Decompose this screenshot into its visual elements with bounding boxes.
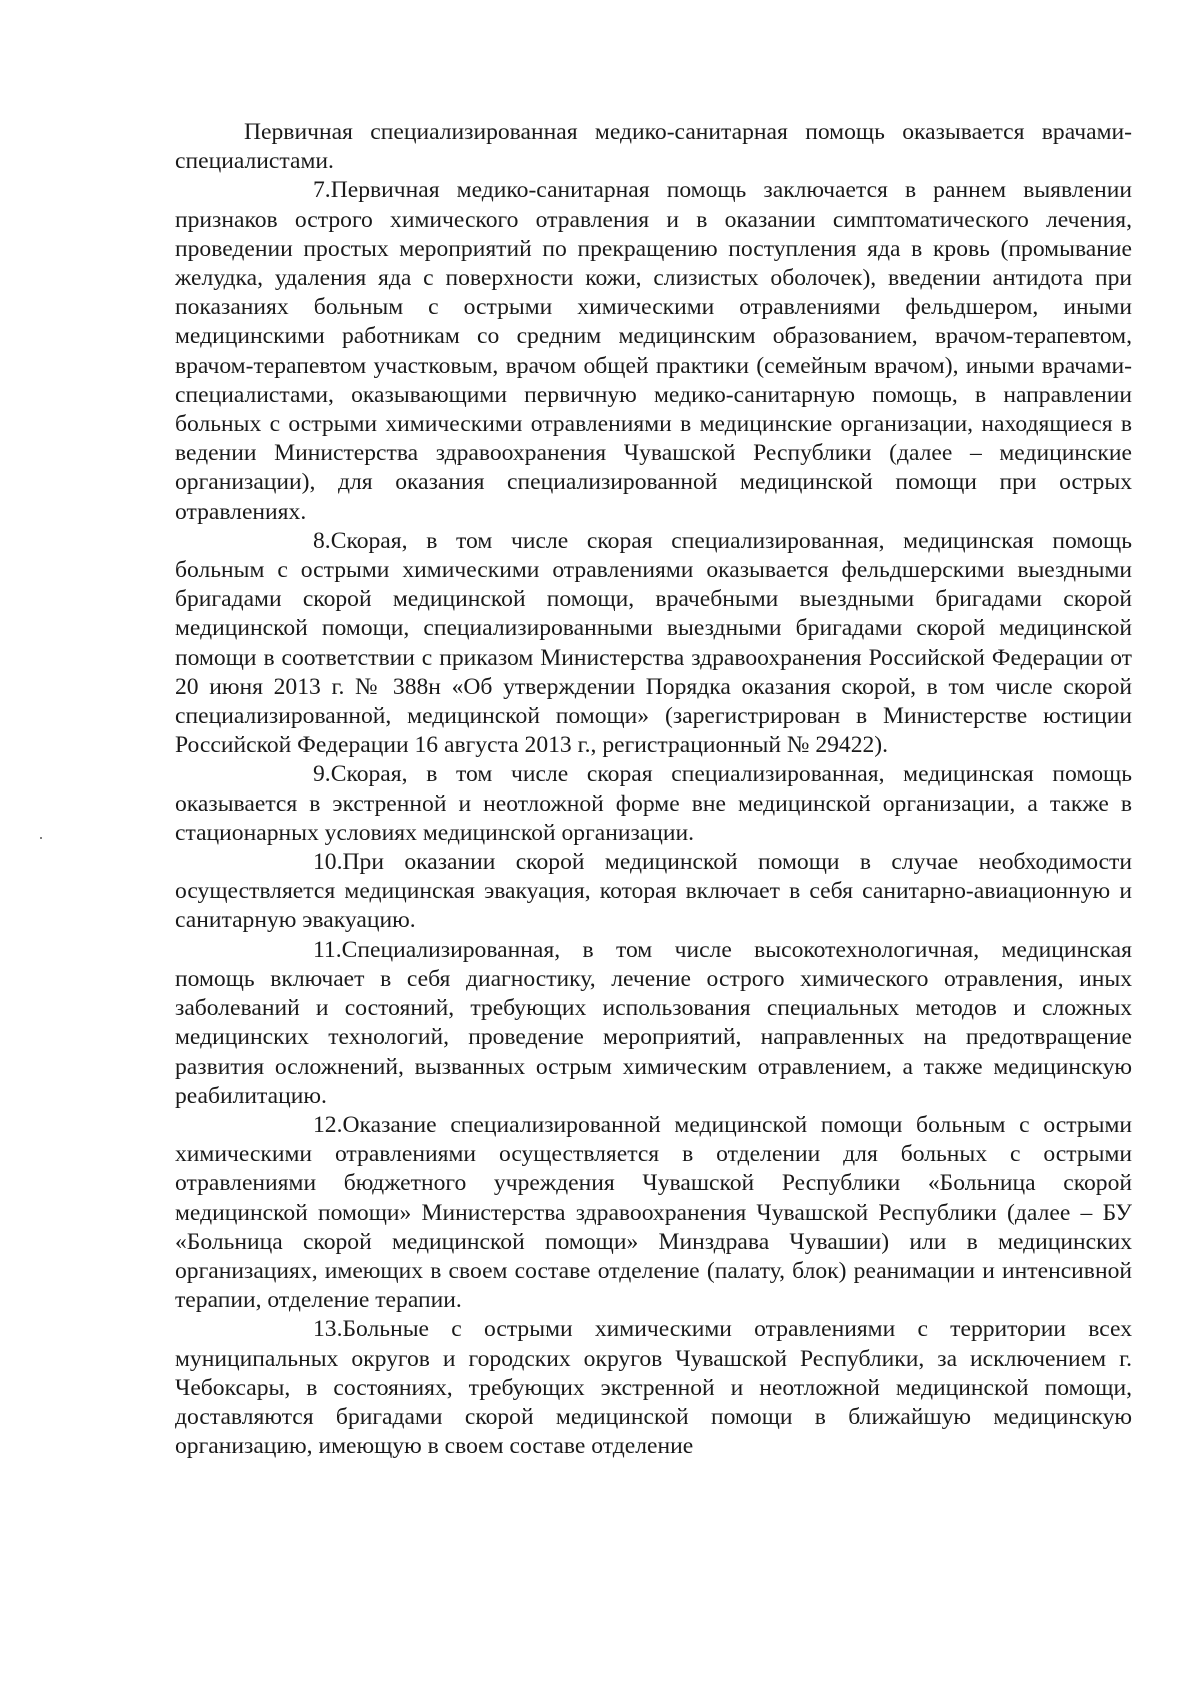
scan-speck (40, 837, 42, 839)
paragraph-number: 13. (313, 1316, 343, 1343)
paragraph-number: 12. (313, 1111, 343, 1138)
paragraph-number: 7. (313, 177, 331, 204)
paragraph-number: 11. (313, 936, 342, 963)
paragraph-13 (175, 1315, 1132, 1461)
paragraph-text: Первичная медико-санитарная помощь заключается в раннем выявлении признаков острого химического отравления и в оказании симптоматического лечения, проведении простых мероприятий по прекращению поступления яда в кровь (промывание желудка, удаления яда с поверхности кожи, слизистых оболочек), введении антидота при показаниях больным с острыми химическими отравлениями фельдшером, иными медицинскими работникам со средним медицинским образованием, врачом-терапевтом, врачом-терапевтом участковым, врачом общей практики (семейным врачом), иными врачами-специалистами, оказывающими первичную медико-санитарную помощь, в направлении больных с острыми химическими отравлениями в медицинские организации, находящиеся в ведении Министерства здравоохранения Чувашской Республики (далее – медицинские организации), для оказания специализированной медицинской помощи при острых отравлениях. (175, 177, 1132, 525)
paragraph-text: Оказание специализированной медицинской помощи больным с острыми химическими отравлениями осуществляется в отделении для больных с острыми отравлениями бюджетного учреждения Чувашской Республики «Больница скорой медицинской помощи» Министерства здравоохранения Чувашской Республики (далее – БУ «Больница скорой медицинской помощи» Минздрава Чувашии) или в медицинских организациях, имеющих в своем составе отделение (палату, блок) реанимации и интенсивной терапии, отделение терапии. (175, 1111, 1132, 1314)
paragraph-9 (175, 760, 1132, 848)
paragraph-text: Специализированная, в том числе высокотехнологичная, медицинская помощь включает в себя диагностику, лечение острого химического отравления, иных заболеваний и состояний, требующих использования специальных методов и сложных медицинских технологий, проведение мероприятий, направленных на предотвращение развития осложнений, вызванных острым химическим отравлением, а также медицинскую реабилитацию. (175, 936, 1132, 1109)
paragraph-10 (175, 848, 1132, 936)
paragraph-8 (175, 527, 1132, 761)
paragraph-text: Больные с острыми химическими отравлениями с территории всех муниципальных округов и городских округов Чувашской Республики, за исключением г. Чебоксары, в состояниях, требующих экстренной и неотложной медицинской помощи, доставляются бригадами скорой медицинской помощи в ближайшую медицинскую организацию, имеющую в своем составе отделение (175, 1316, 1132, 1460)
paragraph-7 (175, 176, 1132, 526)
paragraph-text: Первичная специализированная медико-санитарная помощь оказывается врачами-специалистами. (175, 119, 1132, 175)
paragraph-text: Скорая, в том числе скорая специализированная, медицинская помощь оказывается в экстренной и неотложной форме вне медицинской организации, а также в стационарных условиях медицинской организации. (175, 761, 1132, 846)
paragraph-number: 8. (313, 527, 331, 554)
paragraph-number: 9. (313, 761, 331, 788)
paragraph-text: При оказании скорой медицинской помощи в случае необходимости осуществляется медицинская эвакуация, которая включает в себя санитарно-авиационную и санитарную эвакуацию. (175, 849, 1132, 934)
paragraph-text: Скорая, в том числе скорая специализированная, медицинская помощь больным с острыми химическими отравлениями оказывается фельдшерскими выездными бригадами скорой медицинской помощи, врачебными выездными бригадами скорой медицинской помощи, специализированными выездными бригадами скорой медицинской помощи в соответствии с приказом Министерства здравоохранения Российской Федерации от 20 июня 2013 г. № 388н «Об утверждении Порядка оказания скорой, в том числе скорой специализированной, медицинской помощи» (зарегистрирован в Министерстве юстиции Российской Федерации 16 августа 2013 г., регистрационный № 29422). (175, 527, 1132, 759)
paragraph-number: 10. (313, 849, 343, 876)
paragraph-12 (175, 1111, 1132, 1315)
document-body (175, 118, 1132, 1461)
paragraph-11 (175, 936, 1132, 1111)
paragraph-intro (175, 118, 1132, 176)
